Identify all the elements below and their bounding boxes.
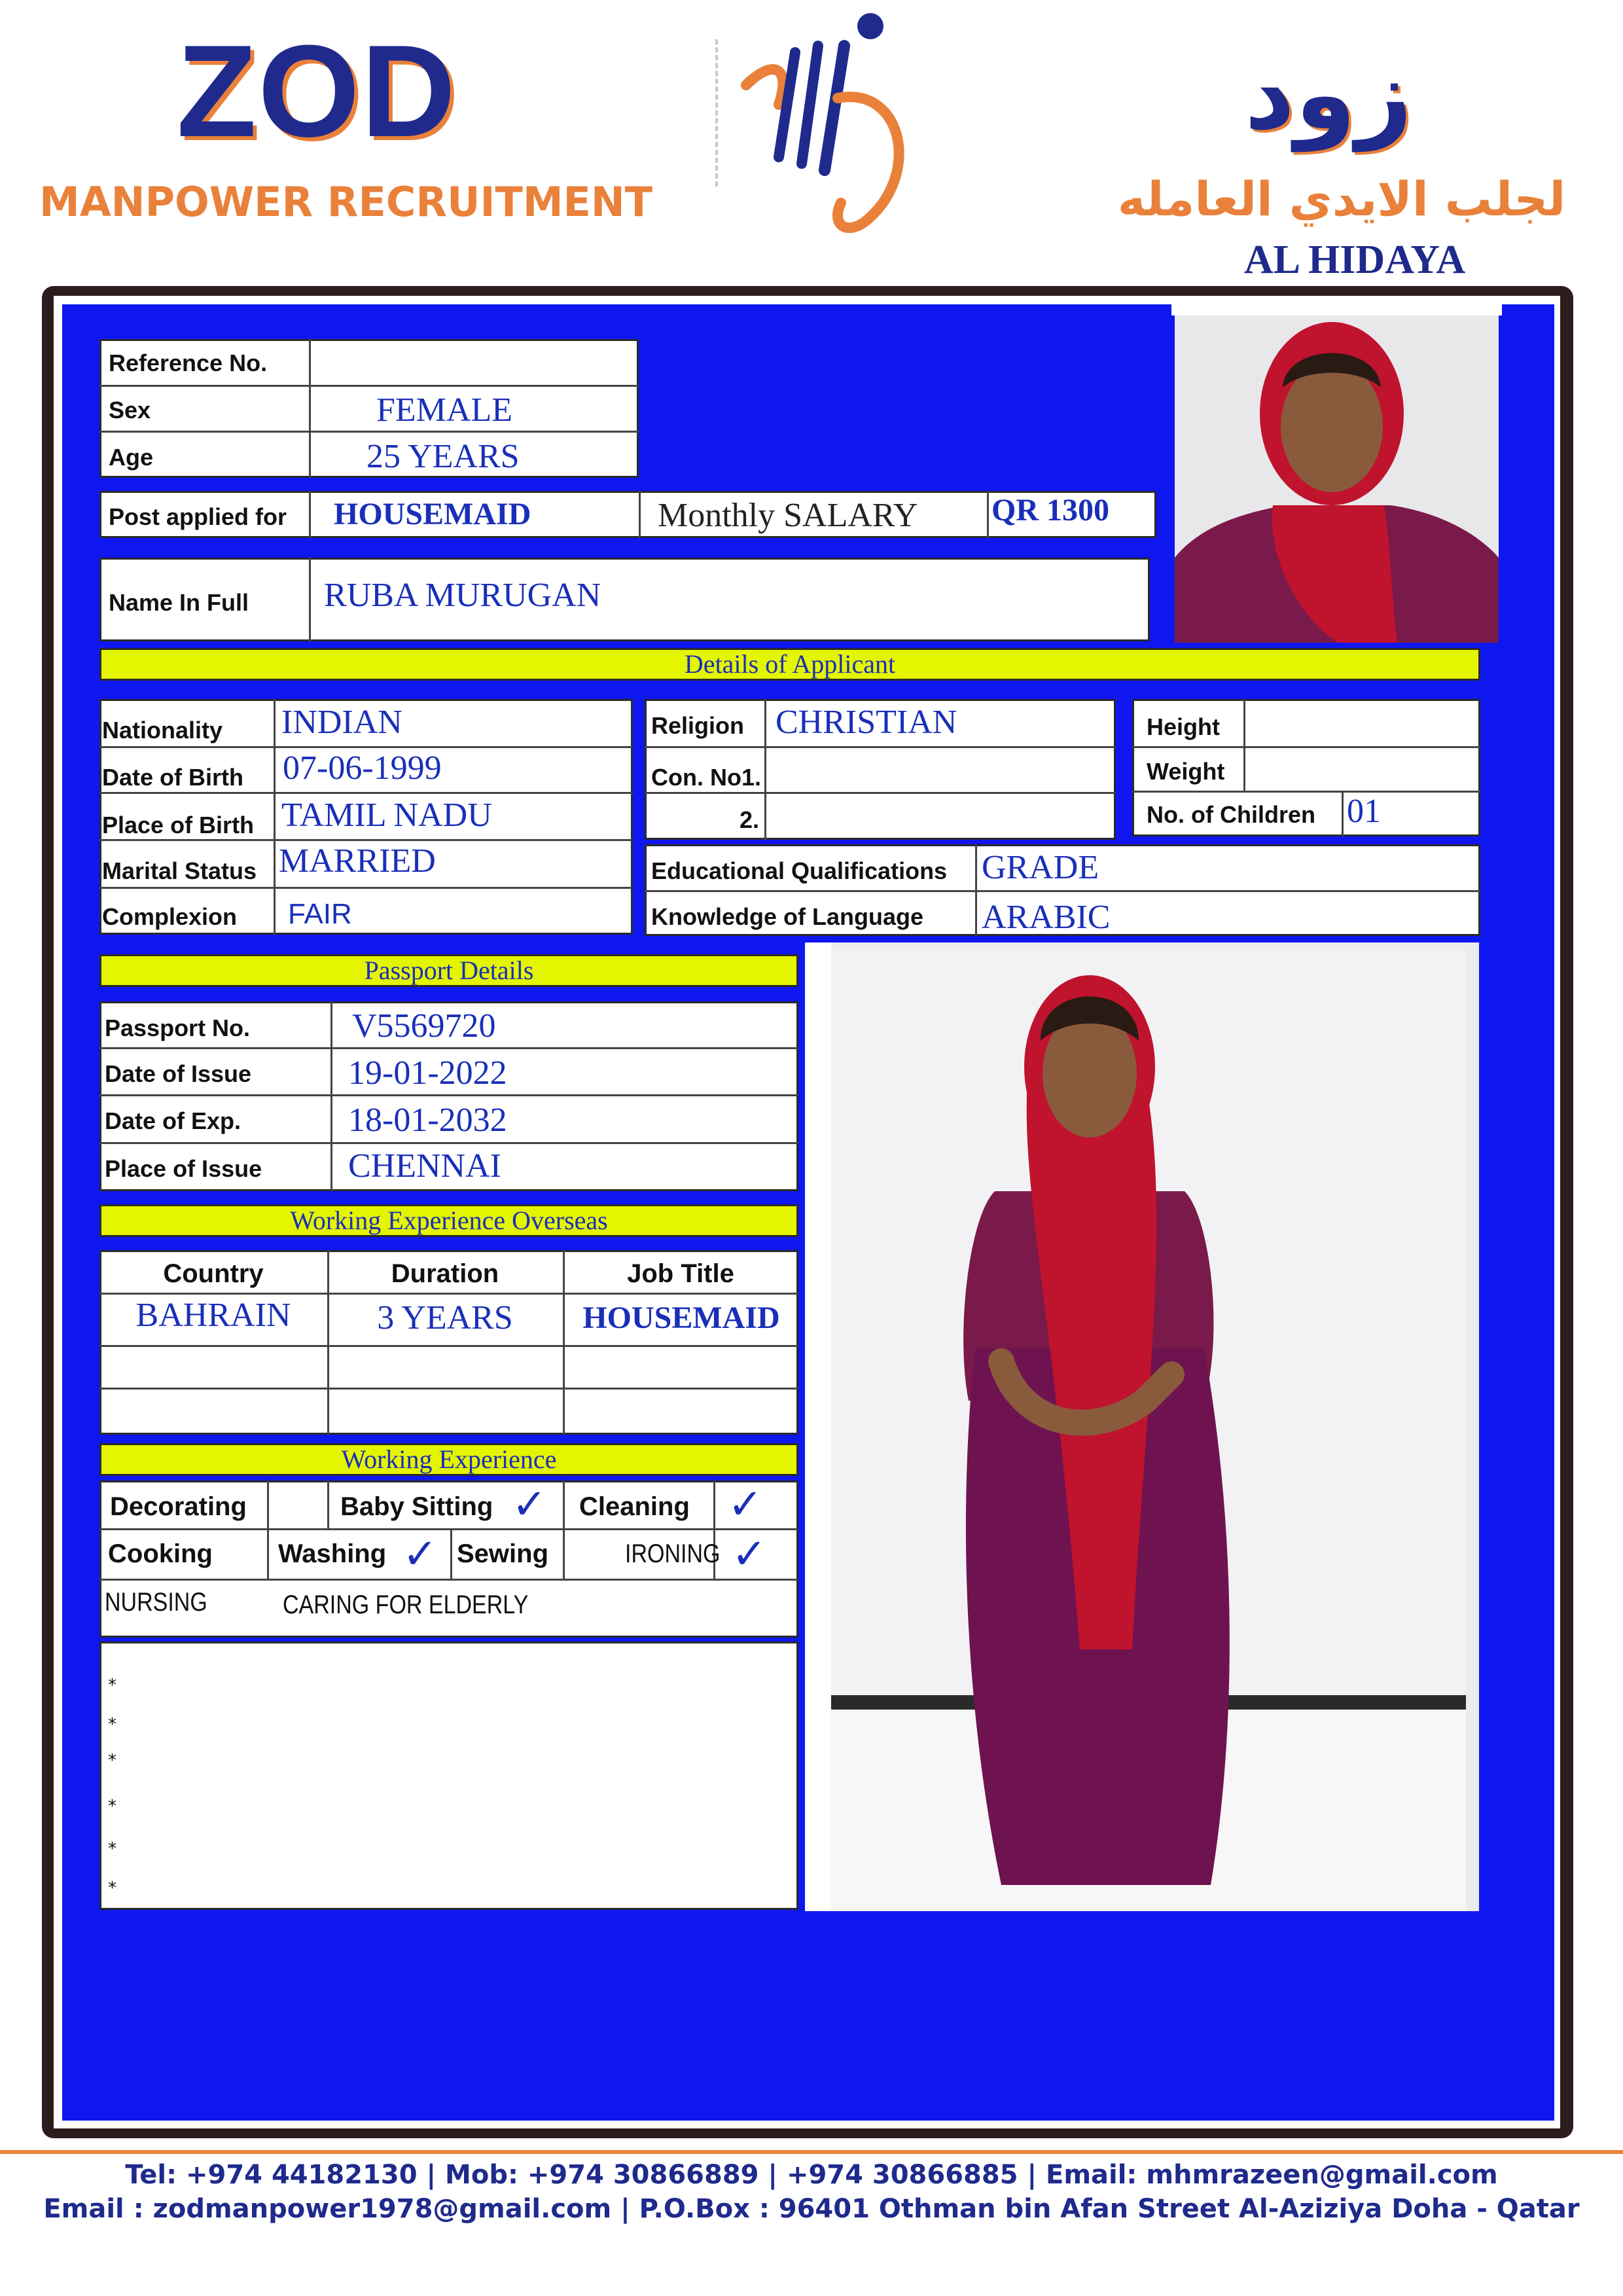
exp-baby-sitting: Baby Sitting (340, 1492, 493, 1521)
table-divider (99, 1293, 798, 1295)
overseas-duration: 3 YEARS (377, 1299, 513, 1336)
marital-label: Marital Status (102, 857, 257, 884)
portrait-photo (1175, 315, 1499, 643)
overseas-col-country: Country (163, 1259, 264, 1288)
table-divider (99, 1094, 798, 1096)
brand-title: ZOD (177, 18, 457, 164)
arabic-subtitle: لجلب الايدي العامله (1117, 171, 1566, 226)
table-divider (99, 1345, 798, 1347)
overseas-col-duration: Duration (391, 1259, 499, 1288)
marital-value: MARRIED (279, 842, 436, 880)
passport-issue-value: 19-01-2022 (348, 1054, 507, 1092)
sex-label: Sex (109, 397, 151, 423)
table-divider (1243, 699, 1245, 791)
table-divider (330, 1001, 332, 1191)
con2-label: 2. (740, 806, 760, 833)
footer-address-line: Email : zodmanpower1978@gmail.com | P.O.Box : 96401 Othman bin Afan Street Al-Aziziya Doha - Qatar (43, 2194, 1580, 2224)
salary-label: Monthly SALARY (658, 497, 918, 534)
exp-ironing: IRONING (625, 1539, 721, 1568)
pob-value: TAMIL NADU (281, 797, 492, 834)
table-divider (99, 1388, 798, 1390)
religion-label: Religion (651, 712, 744, 739)
reference-label: Reference No. (109, 350, 268, 376)
overseas-jobtitle: HOUSEMAID (582, 1300, 780, 1335)
footer-contact-line: Tel: +974 44182130 | Mob: +974 30866889 | +974 30866885 | Email: mhmrazeen@gmail.com (125, 2160, 1498, 2190)
table-divider (99, 839, 633, 841)
weight-label: Weight (1147, 758, 1225, 785)
brand-subtitle: MANPOWER RECRUITMENT (39, 178, 653, 226)
table-divider (450, 1528, 452, 1579)
passport-exp-value: 18-01-2032 (348, 1102, 507, 1139)
passport-place-label: Place of Issue (105, 1155, 262, 1182)
table-divider (99, 1579, 798, 1581)
table-divider (1342, 791, 1344, 836)
dob-label: Date of Birth (102, 764, 243, 791)
table-divider (1132, 791, 1480, 793)
exp-decorating: Decorating (110, 1492, 247, 1521)
overseas-col-jobtitle: Job Title (627, 1259, 734, 1288)
table-divider (987, 491, 989, 538)
exp-caring-elderly: CARING FOR ELDERLY (283, 1590, 529, 1619)
table-divider (99, 746, 633, 748)
salary-value: QR 1300 (991, 493, 1109, 528)
exp-sewing: Sewing (457, 1539, 549, 1568)
portrait-figure-icon (1175, 315, 1499, 643)
table-divider (645, 792, 1116, 794)
note-bullet: * (108, 1878, 116, 1898)
table-divider (563, 1480, 565, 1579)
language-value: ARABIC (982, 899, 1111, 936)
table-divider (1132, 746, 1480, 748)
table-divider (99, 431, 639, 433)
complexion-label: Complexion (102, 903, 238, 930)
exp-cleaning: Cleaning (579, 1492, 690, 1521)
note-bullet: * (108, 1676, 116, 1695)
note-bullet: * (108, 1839, 116, 1859)
washing-check-icon: ✓ (402, 1530, 438, 1579)
passport-no-value: V5569720 (352, 1007, 496, 1045)
table-divider (99, 1528, 798, 1530)
children-label: No. of Children (1147, 801, 1315, 828)
children-value: 01 (1347, 793, 1381, 830)
ironing-check-icon: ✓ (732, 1530, 767, 1579)
post-value: HOUSEMAID (334, 497, 531, 531)
age-label: Age (109, 444, 154, 471)
table-divider (99, 1047, 798, 1049)
full-body-photo (805, 942, 1479, 1911)
baby-sitting-check-icon: ✓ (512, 1480, 547, 1529)
sex-value: FEMALE (376, 391, 512, 429)
company-logo-icon (733, 7, 929, 249)
passport-exp-label: Date of Exp. (105, 1107, 241, 1134)
passport-header: Passport Details (99, 954, 798, 987)
passport-issue-label: Date of Issue (105, 1060, 252, 1087)
nationality-label: Nationality (102, 717, 223, 744)
table-divider (267, 1480, 269, 1579)
pob-label: Place of Birth (102, 812, 255, 838)
education-value: GRADE (982, 849, 1099, 886)
passport-place-value: CHENNAI (348, 1147, 501, 1185)
passport-no-label: Passport No. (105, 1014, 251, 1041)
header-divider (715, 39, 718, 187)
overseas-header: Working Experience Overseas (99, 1204, 798, 1237)
education-label: Educational Qualifications (651, 857, 948, 884)
table-divider (645, 890, 1480, 892)
table-divider (99, 792, 633, 794)
table-divider (327, 1480, 329, 1528)
name-label: Name In Full (109, 589, 249, 616)
table-divider (99, 1142, 798, 1144)
footer-rule (0, 2150, 1623, 2154)
note-bullet: * (108, 1797, 116, 1816)
name-row (99, 558, 1150, 641)
table-divider (309, 491, 311, 538)
language-label: Knowledge of Language (651, 903, 924, 930)
table-divider (639, 491, 641, 538)
table-divider (99, 385, 639, 387)
cleaning-check-icon: ✓ (728, 1480, 763, 1529)
name-value: RUBA MURUGAN (324, 577, 601, 614)
note-bullet: * (108, 1751, 116, 1770)
table-divider (764, 699, 766, 840)
exp-cooking: Cooking (108, 1539, 213, 1568)
photo-top-strip (1171, 296, 1502, 315)
experience-header: Working Experience (99, 1443, 798, 1476)
exp-washing: Washing (278, 1539, 387, 1568)
age-value: 25 YEARS (366, 438, 520, 475)
religion-value: CHRISTIAN (776, 704, 957, 741)
notes-box (99, 1641, 798, 1910)
table-divider (309, 558, 311, 641)
complexion-value: FAIR (288, 898, 352, 930)
table-divider (309, 339, 311, 478)
table-divider (645, 746, 1116, 748)
arabic-brand: زود (1244, 38, 1413, 152)
al-hidaya-label: AL HIDAYA (1243, 238, 1466, 282)
details-header: Details of Applicant (99, 648, 1480, 681)
dob-value: 07-06-1999 (283, 749, 442, 787)
full-body-figure-icon (805, 942, 1479, 1911)
table-divider (274, 699, 276, 935)
overseas-country: BAHRAIN (135, 1297, 291, 1334)
table-divider (99, 887, 633, 889)
post-label: Post applied for (109, 503, 287, 530)
exp-nursing: NURSING (105, 1588, 207, 1617)
con1-label: Con. No1. (651, 764, 761, 791)
height-label: Height (1147, 713, 1220, 740)
nationality-value: INDIAN (281, 704, 402, 741)
note-bullet: * (108, 1715, 116, 1734)
